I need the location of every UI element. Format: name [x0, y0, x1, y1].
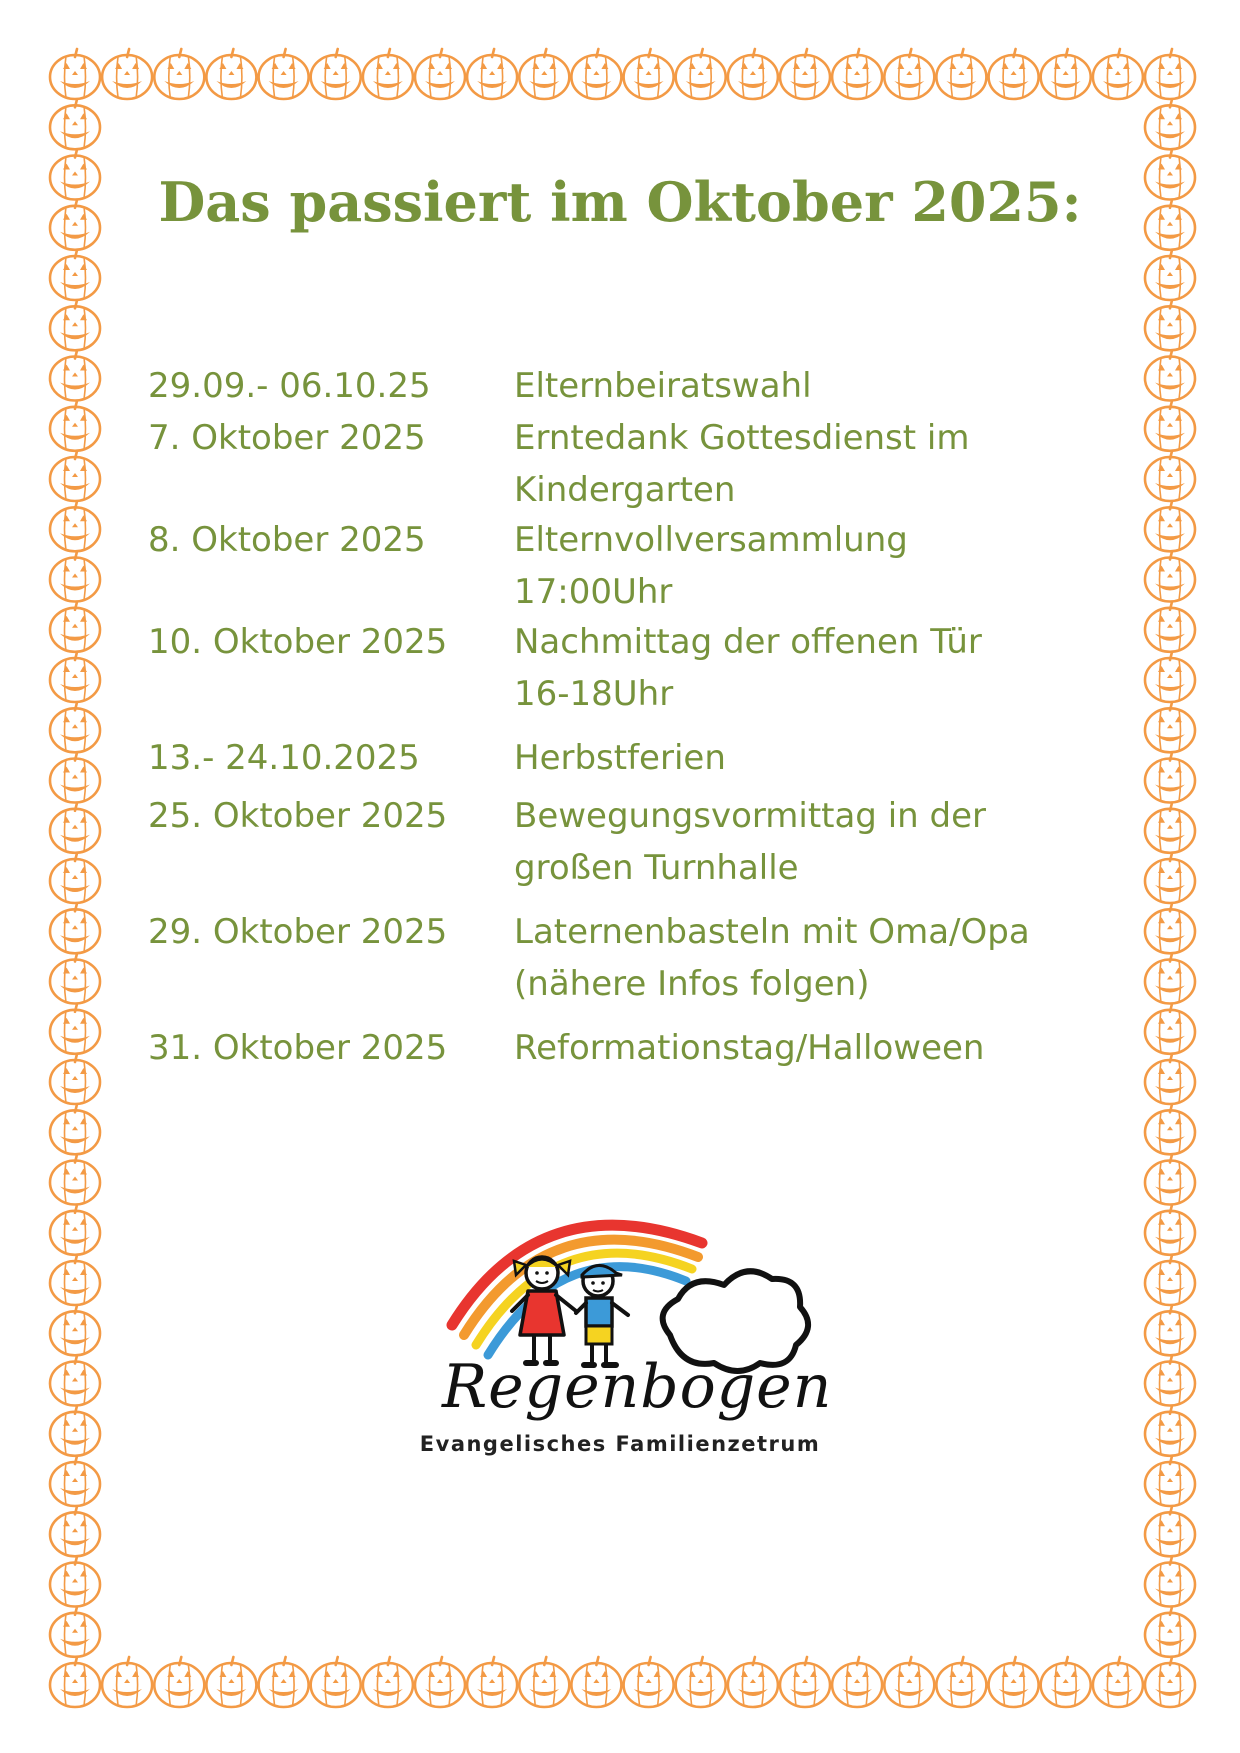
- jack-o-lantern-icon: [50, 1607, 100, 1657]
- jack-o-lantern-icon: [519, 49, 569, 99]
- jack-o-lantern-icon: [50, 602, 100, 652]
- jack-o-lantern-icon: [571, 49, 621, 99]
- jack-o-lantern-icon: [1145, 1305, 1195, 1355]
- jack-o-lantern-icon: [1041, 49, 1091, 99]
- jack-o-lantern-icon: [728, 49, 778, 99]
- jack-o-lantern-icon: [936, 1657, 986, 1707]
- jack-o-lantern-icon: [50, 1155, 100, 1205]
- jack-o-lantern-icon: [311, 49, 361, 99]
- event-date: 29. Oktober 2025: [148, 912, 448, 952]
- jack-o-lantern-icon: [1145, 250, 1195, 300]
- jack-o-lantern-icon: [50, 1557, 100, 1607]
- jack-o-lantern-icon: [989, 49, 1039, 99]
- jack-o-lantern-icon: [884, 1657, 934, 1707]
- event-description: Bewegungsvormittag in der: [514, 796, 986, 836]
- jack-o-lantern-icon: [467, 49, 517, 99]
- event-description: Elternvollversammlung: [514, 520, 908, 560]
- jack-o-lantern-icon: [102, 49, 152, 99]
- jack-o-lantern-icon: [50, 1506, 100, 1556]
- jack-o-lantern-icon: [206, 49, 256, 99]
- jack-o-lantern-icon: [50, 1356, 100, 1406]
- jack-o-lantern-icon: [206, 1657, 256, 1707]
- jack-o-lantern-icon: [1145, 552, 1195, 602]
- jack-o-lantern-icon: [1145, 1557, 1195, 1607]
- jack-o-lantern-icon: [50, 501, 100, 551]
- jack-o-lantern-icon: [624, 1657, 674, 1707]
- jack-o-lantern-icon: [50, 1205, 100, 1255]
- jack-o-lantern-icon: [50, 49, 100, 99]
- jack-o-lantern-icon: [1145, 702, 1195, 752]
- event-description: Reformationstag/Halloween: [514, 1028, 985, 1068]
- jack-o-lantern-icon: [728, 1657, 778, 1707]
- jack-o-lantern-icon: [415, 1657, 465, 1707]
- jack-o-lantern-icon: [832, 1657, 882, 1707]
- page-title: Das passiert im Oktober 2025:: [158, 170, 1082, 234]
- jack-o-lantern-icon: [1145, 300, 1195, 350]
- jack-o-lantern-icon: [50, 803, 100, 853]
- jack-o-lantern-icon: [1145, 1155, 1195, 1205]
- jack-o-lantern-icon: [1145, 351, 1195, 401]
- jack-o-lantern-icon: [780, 1657, 830, 1707]
- jack-o-lantern-icon: [1145, 501, 1195, 551]
- jack-o-lantern-icon: [50, 1456, 100, 1506]
- jack-o-lantern-icon: [50, 1657, 100, 1707]
- jack-o-lantern-icon: [50, 753, 100, 803]
- event-date: 7. Oktober 2025: [148, 418, 426, 458]
- jack-o-lantern-icon: [50, 451, 100, 501]
- jack-o-lantern-icon: [363, 49, 413, 99]
- jack-o-lantern-icon: [50, 351, 100, 401]
- jack-o-lantern-icon: [676, 1657, 726, 1707]
- jack-o-lantern-icon: [1145, 99, 1195, 149]
- jack-o-lantern-icon: [1093, 49, 1143, 99]
- jack-o-lantern-icon: [50, 99, 100, 149]
- jack-o-lantern-icon: [1145, 1657, 1195, 1707]
- jack-o-lantern-icon: [571, 1657, 621, 1707]
- jack-o-lantern-icon: [50, 853, 100, 903]
- jack-o-lantern-icon: [50, 300, 100, 350]
- event-date: 25. Oktober 2025: [148, 796, 448, 836]
- event-description-continued: 16-18Uhr: [514, 674, 674, 714]
- jack-o-lantern-icon: [624, 49, 674, 99]
- event-date: 29.09.- 06.10.25: [148, 366, 431, 406]
- logo-name: Regenbogen: [442, 1352, 833, 1422]
- jack-o-lantern-icon: [1145, 903, 1195, 953]
- jack-o-lantern-icon: [780, 49, 830, 99]
- jack-o-lantern-icon: [50, 954, 100, 1004]
- jack-o-lantern-icon: [50, 401, 100, 451]
- event-description-continued: Kindergarten: [514, 470, 736, 510]
- jack-o-lantern-icon: [259, 1657, 309, 1707]
- jack-o-lantern-icon: [467, 1657, 517, 1707]
- jack-o-lantern-icon: [1145, 1255, 1195, 1305]
- event-description: Erntedank Gottesdienst im: [514, 418, 970, 458]
- jack-o-lantern-icon: [50, 1054, 100, 1104]
- jack-o-lantern-icon: [1145, 1607, 1195, 1657]
- jack-o-lantern-icon: [50, 1004, 100, 1054]
- jack-o-lantern-icon: [676, 49, 726, 99]
- jack-o-lantern-icon: [519, 1657, 569, 1707]
- jack-o-lantern-icon: [989, 1657, 1039, 1707]
- jack-o-lantern-icon: [1145, 1004, 1195, 1054]
- jack-o-lantern-icon: [50, 652, 100, 702]
- jack-o-lantern-icon: [1145, 1104, 1195, 1154]
- event-date: 10. Oktober 2025: [148, 622, 448, 662]
- jack-o-lantern-icon: [1145, 853, 1195, 903]
- boy-figure: [576, 1265, 628, 1365]
- jack-o-lantern-icon: [154, 1657, 204, 1707]
- event-description-continued: großen Turnhalle: [514, 848, 799, 888]
- jack-o-lantern-icon: [363, 1657, 413, 1707]
- jack-o-lantern-icon: [1145, 401, 1195, 451]
- jack-o-lantern-icon: [936, 49, 986, 99]
- jack-o-lantern-icon: [1145, 451, 1195, 501]
- logo-subtitle: Evangelisches Familienzetrum: [419, 1432, 821, 1456]
- jack-o-lantern-icon: [1145, 1456, 1195, 1506]
- event-date: 8. Oktober 2025: [148, 520, 426, 560]
- jack-o-lantern-icon: [1145, 1054, 1195, 1104]
- event-date: 31. Oktober 2025: [148, 1028, 448, 1068]
- jack-o-lantern-icon: [1145, 954, 1195, 1004]
- jack-o-lantern-icon: [50, 552, 100, 602]
- jack-o-lantern-icon: [50, 250, 100, 300]
- event-description: Herbstferien: [514, 738, 726, 778]
- jack-o-lantern-icon: [1145, 1506, 1195, 1556]
- jack-o-lantern-icon: [259, 49, 309, 99]
- jack-o-lantern-icon: [1145, 1205, 1195, 1255]
- jack-o-lantern-icon: [1145, 652, 1195, 702]
- event-description: Nachmittag der offenen Tür: [514, 622, 982, 662]
- jack-o-lantern-icon: [50, 1305, 100, 1355]
- jack-o-lantern-icon: [154, 49, 204, 99]
- jack-o-lantern-icon: [1145, 1356, 1195, 1406]
- jack-o-lantern-icon: [1145, 803, 1195, 853]
- event-description: Elternbeiratswahl: [514, 366, 812, 406]
- jack-o-lantern-icon: [311, 1657, 361, 1707]
- event-description-continued: (nähere Infos folgen): [514, 964, 870, 1004]
- jack-o-lantern-icon: [1145, 602, 1195, 652]
- jack-o-lantern-icon: [1093, 1657, 1143, 1707]
- event-description: Laternenbasteln mit Oma/Opa: [514, 912, 1030, 952]
- event-description-continued: 17:00Uhr: [514, 572, 673, 612]
- jack-o-lantern-icon: [50, 1255, 100, 1305]
- jack-o-lantern-icon: [1145, 753, 1195, 803]
- jack-o-lantern-icon: [832, 49, 882, 99]
- jack-o-lantern-icon: [102, 1657, 152, 1707]
- jack-o-lantern-icon: [50, 903, 100, 953]
- jack-o-lantern-icon: [415, 49, 465, 99]
- jack-o-lantern-icon: [884, 49, 934, 99]
- jack-o-lantern-icon: [50, 702, 100, 752]
- jack-o-lantern-icon: [50, 1104, 100, 1154]
- jack-o-lantern-icon: [1041, 1657, 1091, 1707]
- event-date: 13.- 24.10.2025: [148, 738, 420, 778]
- jack-o-lantern-icon: [1145, 49, 1195, 99]
